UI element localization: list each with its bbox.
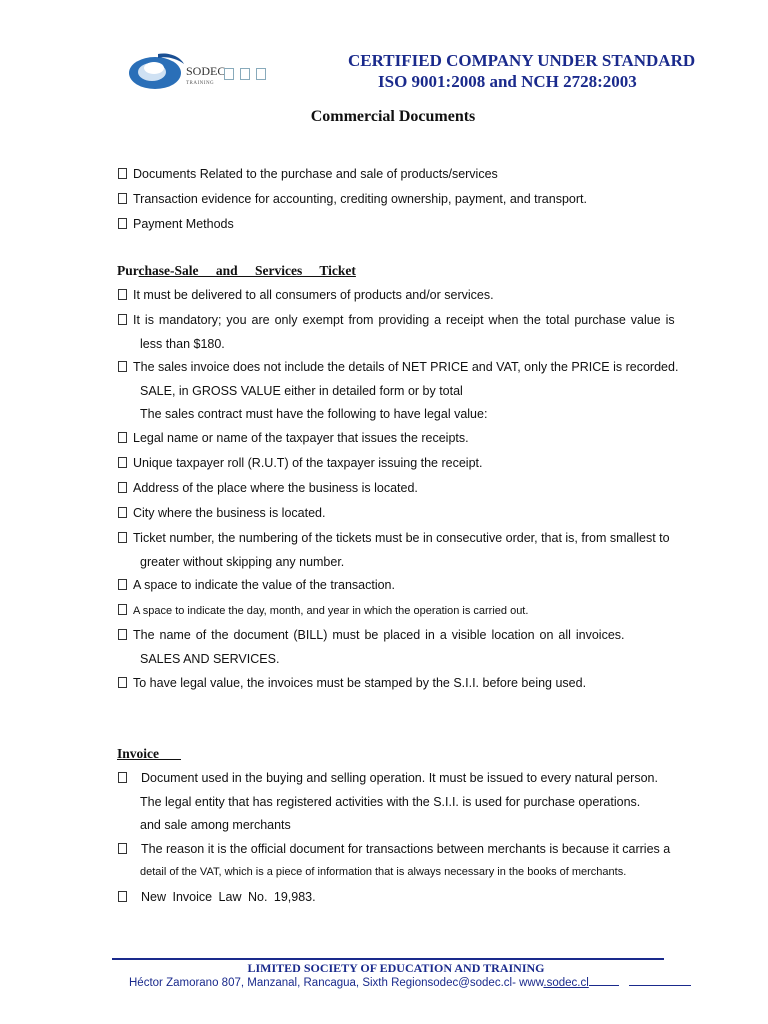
- logo-boxes: [224, 67, 272, 85]
- checkbox-bullet-icon: [118, 193, 127, 204]
- checkbox-bullet-icon: [118, 604, 127, 615]
- list-item-continuation: The sales contract must have the following to have legal value:: [140, 407, 488, 421]
- list-item-continuation: greater without skipping any number.: [140, 555, 345, 569]
- checkbox-bullet-icon: [118, 168, 127, 179]
- list-item-continuation: less than $180.: [140, 337, 225, 351]
- list-item: New Invoice Law No. 19,983.: [118, 890, 316, 904]
- logo-subtext: TRAINING: [186, 81, 215, 86]
- checkbox-bullet-icon: [118, 843, 127, 854]
- list-item-continuation: SALES AND SERVICES.: [140, 652, 280, 666]
- checkbox-bullet-icon: [118, 289, 127, 300]
- list-item: Payment Methods: [118, 217, 234, 231]
- list-item: A space to indicate the value of the transaction.: [118, 578, 395, 592]
- certification-line-2: ISO 9001:2008 and NCH 2728:2003: [378, 72, 637, 91]
- sodec-logo-icon: [128, 50, 188, 92]
- list-item: A space to indicate the day, month, and year in which the operation is carried out.: [118, 604, 528, 617]
- checkbox-bullet-icon: [118, 482, 127, 493]
- list-item: Document used in the buying and selling operation. It must be issued to every natural person.: [118, 771, 658, 785]
- footer-divider: [112, 958, 664, 960]
- ticket-heading: Purchase-Sale and Services Ticket: [117, 263, 356, 278]
- logo-text: SODEC: [186, 64, 226, 78]
- list-item-continuation: detail of the VAT, which is a piece of information that is always necessary in the books of merchants.: [140, 866, 627, 878]
- certification-line-1: CERTIFIED COMPANY UNDER STANDARD: [348, 51, 696, 70]
- checkbox-bullet-icon: [118, 432, 127, 443]
- list-item: City where the business is located.: [118, 506, 325, 520]
- checkbox-bullet-icon: [118, 532, 127, 543]
- list-item: Transaction evidence for accounting, crediting ownership, payment, and transport.: [118, 192, 587, 206]
- list-item: The reason it is the official document for transactions between merchants is because it carries a: [118, 842, 670, 856]
- list-item: Documents Related to the purchase and sale of products/services: [118, 167, 498, 181]
- list-item: Ticket number, the numbering of the tickets must be in consecutive order, that is, from smallest to: [118, 531, 670, 545]
- checkbox-bullet-icon: [118, 507, 127, 518]
- list-item-continuation: and sale among merchants: [140, 818, 291, 832]
- footer-website-link[interactable]: .sodec.cl: [543, 977, 589, 989]
- checkbox-bullet-icon: [118, 629, 127, 640]
- list-item: It must be delivered to all consumers of products and/or services.: [118, 288, 494, 302]
- list-item: To have legal value, the invoices must be stamped by the S.I.I. before being used.: [118, 676, 586, 690]
- list-item: Address of the place where the business is located.: [118, 481, 418, 495]
- checkbox-bullet-icon: [118, 218, 127, 229]
- company-logo: [128, 50, 278, 92]
- list-item: The name of the document (BILL) must be placed in a visible location on all invoices.: [118, 628, 625, 642]
- checkbox-bullet-icon: [118, 677, 127, 688]
- checkbox-bullet-icon: [118, 361, 127, 372]
- page-title: Commercial Documents: [310, 108, 476, 125]
- checkbox-bullet-icon: [118, 772, 127, 783]
- list-item: It is mandatory; you are only exempt from providing a receipt when the total purchase value is: [118, 313, 675, 327]
- footer-title: LIMITED SOCIETY OF EDUCATION AND TRAINING: [247, 961, 545, 975]
- list-item: The sales invoice does not include the details of NET PRICE and VAT, only the PRICE is recorded.: [118, 360, 678, 374]
- footer-address: Héctor Zamorano 807, Manzanal, Rancagua, Sixth Regionsodec@sodec.cl- www.sodec.cl: [129, 975, 691, 989]
- checkbox-bullet-icon: [118, 457, 127, 468]
- invoice-heading: Invoice: [117, 746, 181, 762]
- list-item: Legal name or name of the taxpayer that issues the receipts.: [118, 431, 469, 445]
- checkbox-bullet-icon: [118, 314, 127, 325]
- list-item-continuation: The legal entity that has registered activities with the S.I.I. is used for purchase operations.: [140, 795, 641, 809]
- checkbox-bullet-icon: [118, 891, 127, 902]
- checkbox-bullet-icon: [118, 579, 127, 590]
- list-item-continuation: SALE, in GROSS VALUE either in detailed form or by total: [140, 384, 463, 398]
- list-item: Unique taxpayer roll (R.U.T) of the taxpayer issuing the receipt.: [118, 456, 482, 470]
